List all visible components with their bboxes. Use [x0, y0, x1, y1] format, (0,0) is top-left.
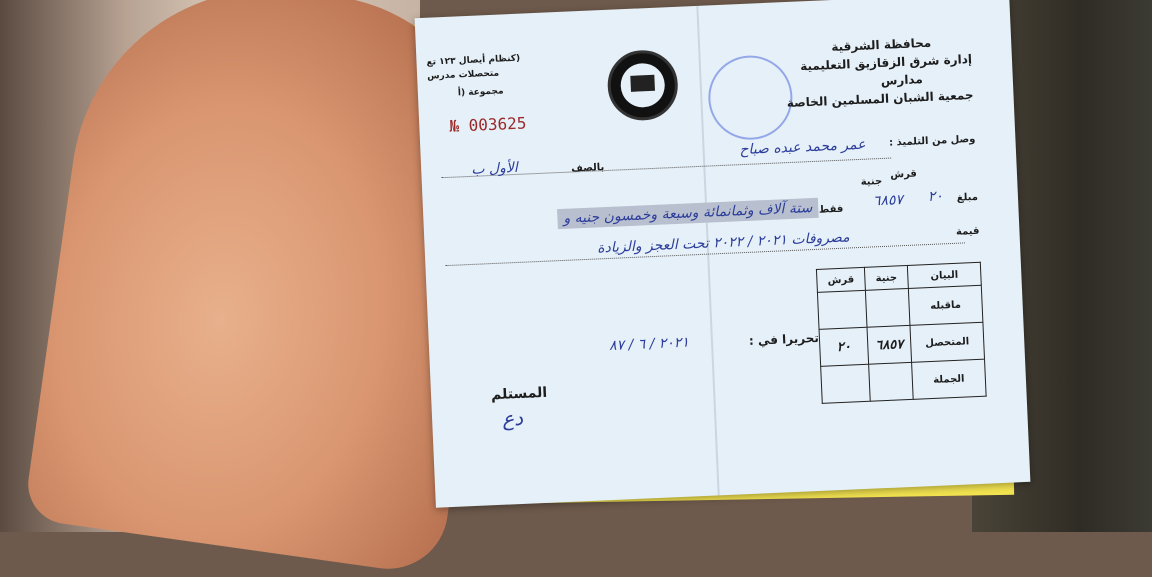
table-header-statement: البيان: [907, 262, 981, 288]
received-from-label: وصل من التلميذ :: [888, 133, 976, 149]
table-header-pound: جنية: [864, 265, 908, 290]
student-name: عمر محمد عبده صباح: [739, 136, 866, 159]
table-cell-pound: [869, 362, 914, 401]
header-line-3: مدارس: [880, 72, 924, 88]
table-cell-pound: ٦٨٥٧: [867, 325, 912, 364]
table-cell-label: ماقبله: [908, 285, 983, 325]
qirsh-label: قرش: [890, 168, 918, 181]
class-label: بالصف: [571, 162, 605, 175]
table-cell-qirsh: ٢٠: [819, 327, 869, 366]
value-text: مصروفات ٢٠٢١ / ٢٠٢٢ تحت العجز والزيادة: [596, 229, 850, 257]
receiver-signature: دع: [501, 405, 524, 431]
stub-line-2: متحصلات مدرس: [426, 68, 500, 82]
header-line-4: جمعية الشبان المسلمين الخاصة: [786, 87, 974, 111]
table-cell-qirsh: [821, 364, 871, 403]
class-value: الأول ب: [470, 159, 519, 178]
table-cell-label: المتحصل: [910, 322, 985, 362]
table-cell-qirsh: [817, 290, 867, 329]
value-label: قيمة: [955, 225, 980, 238]
stub-line-1: (كنظام أيصال ١٢٣ تع: [426, 53, 521, 68]
date-value: ٢٠٢١ / ٦ / ٨٧: [608, 334, 690, 355]
stamp-icon: [707, 54, 795, 142]
association-logo-icon: [606, 49, 679, 122]
amount-qirsh: ٢٠: [927, 188, 944, 205]
date-label: تحريرا في :: [748, 330, 820, 348]
fakat-label: فقط: [818, 203, 844, 216]
serial-digits: 003625: [468, 113, 527, 135]
table-header-qirsh: قرش: [816, 267, 865, 292]
header-line-1: محافظة الشرقية: [831, 35, 932, 55]
serial-prefix: №: [448, 116, 460, 136]
pound-label: جنية: [860, 175, 883, 188]
amount-pound: ٦٨٥٧: [872, 192, 904, 210]
serial-number: [449, 113, 527, 135]
amount-table: [816, 262, 987, 404]
amount-label: مبلغ: [956, 191, 979, 204]
stub-line-3: مجموعة (أ: [457, 86, 504, 99]
amount-words: ستة آلاف وثمانمائة وسبعة وخمسون جنيه و: [557, 198, 819, 229]
table-cell-label: الجملة: [912, 359, 987, 399]
header-line-2: إدارة شرق الزقازيق التعليمية: [799, 51, 973, 74]
table-cell-pound: [865, 288, 910, 327]
receiver-label: المستلم: [490, 384, 548, 404]
receipt: [415, 0, 1031, 508]
table-row: [821, 359, 986, 403]
